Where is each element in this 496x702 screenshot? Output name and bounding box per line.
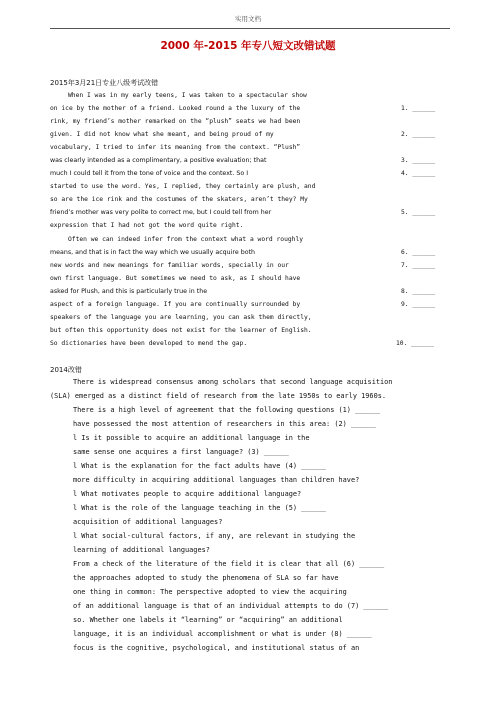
passage-line: means, and that is in fact the way which we usually acquire both <box>50 249 256 256</box>
answer-blank[interactable]: 9. ______ <box>401 301 436 308</box>
answer-blank[interactable]: 7. ______ <box>401 262 436 269</box>
passage-line: There is a high level of agreement that the following questions (1) ______ <box>73 406 380 414</box>
passage-line: so. Whether one labels it “learning” or “acquiring” an additional <box>73 616 343 624</box>
passage-line: so are the ice rink and the costumes of the skaters, aren’t they? My <box>50 196 308 203</box>
passage-line: started to use the word. Yes, I replied, they certainly are plush, and <box>50 183 316 190</box>
answer-blank[interactable]: 3. ______ <box>401 157 436 164</box>
passage-line: l What social-cultural factors, if any, are relevant in studying the <box>73 532 356 540</box>
page-header: 实用文档 <box>235 15 261 23</box>
passage-line: vocabulary, I tried to infer its meaning from the context. “Plush” <box>50 144 301 151</box>
passage-line: asked for Plush, and this is particularly true in the <box>50 288 208 295</box>
header-rule <box>50 28 450 29</box>
passage-line: but often this opportunity does not exist for the learner of English. <box>50 327 312 334</box>
passage-line: (SLA) emerged as a distinct field of research from the late 1950s to early 1960s. <box>50 392 387 400</box>
passage-line: l What is the explanation for the fact adults have (4) ______ <box>73 462 327 470</box>
section-heading-2014: 2014改错 <box>50 366 82 374</box>
passage-line: So dictionaries have been developed to mend the gap. <box>50 340 248 347</box>
answer-blank[interactable]: 2. ______ <box>401 131 436 138</box>
passage-line: l Is it possible to acquire an additional language in the <box>73 434 310 442</box>
passage-line: the approaches adopted to study the phenomena of SLA so far have <box>73 574 339 582</box>
passage-line: Often we can indeed infer from the context what a word roughly <box>68 236 304 243</box>
passage-line: same sense one acquires a first language? (3) ______ <box>73 448 289 456</box>
answer-blank[interactable]: 6. ______ <box>401 249 436 256</box>
passage-line: aspect of a foreign language. If you are continually surrounded by <box>50 301 301 308</box>
passage-line: was clearly intended as a complimentary, a positive evaluation; that <box>50 157 267 164</box>
passage-line: focus is the cognitive, psychological, and institutional status of an <box>73 644 360 652</box>
passage-line: of an additional language is that of an individual attempts to do (7) ______ <box>73 602 389 610</box>
section-heading-2015: 2015年3月21日专业八级考试改错 <box>50 79 159 87</box>
passage-line: l What motivates people to acquire additional language? <box>73 490 302 498</box>
passage-line: learning of additional languages? <box>73 546 210 554</box>
passage-line: more difficulty in acquiring additional languages than children have? <box>73 476 360 484</box>
answer-blank[interactable]: 10. ______ <box>396 340 434 347</box>
passage-line: expression that I had not got the word quite right. <box>50 222 244 229</box>
answer-blank[interactable]: 8. ______ <box>401 288 436 295</box>
document-title: 2000 年-2015 年专八短文改错试题 <box>160 40 336 52</box>
passage-line: l What is the role of the language teaching in the (5) ______ <box>73 504 327 512</box>
passage-line: new words and new meanings for familiar words, specially in our <box>50 262 289 269</box>
passage-line: own first language. But sometimes we need to ask, as I should have <box>50 275 301 282</box>
answer-blank[interactable]: 4. ______ <box>401 170 436 177</box>
passage-line: much I could tell it from the tone of voice and the context. So I <box>50 170 249 177</box>
passage-line: one thing in common: The perspective adopted to view the acquiring <box>73 588 347 596</box>
passage-line: given. I did not know what she meant, and being proud of my <box>50 131 274 138</box>
passage-line: There is widespread consensus among scholars that second language acquisition <box>73 378 393 386</box>
passage-line: friend’s mother was very polite to correct me, but I could tell from her <box>50 209 272 216</box>
passage-line: on ice by the mother of a friend. Looked round a the luxury of the <box>50 105 301 112</box>
passage-line: When I was in my early teens, I was taken to a spectacular show <box>68 92 307 99</box>
passage-line: have possessed the most attention of researchers in this area: (2) ______ <box>73 420 376 428</box>
answer-blank[interactable]: 5. ______ <box>401 209 436 216</box>
passage-line: speakers of the language you are learning, you can ask them directly, <box>50 314 312 321</box>
passage-line: language, it is an individual accomplishment or what is under (8) ______ <box>73 630 372 638</box>
passage-line: acquisition of additional languages? <box>73 518 223 526</box>
answer-blank[interactable]: 1. ______ <box>401 105 436 112</box>
passage-line: rink, my friend’s mother remarked on the “plush” seats we had been <box>50 118 301 125</box>
passage-line: From a check of the literature of the field it is clear that all (6) ______ <box>73 560 385 568</box>
